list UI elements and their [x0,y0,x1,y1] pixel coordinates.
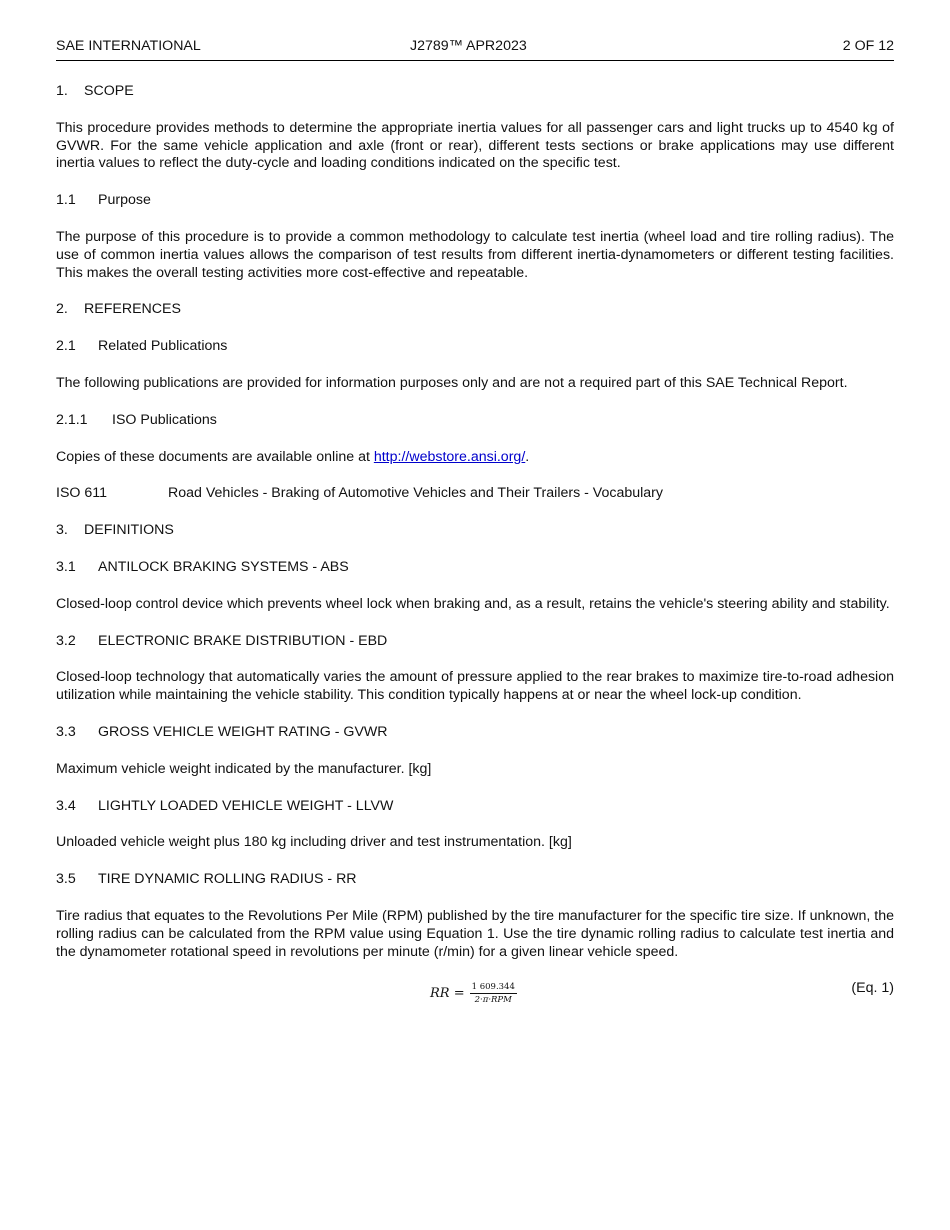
section-text-3-2: Closed-loop technology that automatically varies the amount of pressure applied to the rear brakes to maximize tire-to-road adhesion utilization while maintaining the vehicle stability. This condition typically happens at or near the wheel lock-up condition. [56,669,894,704]
ansi-webstore-link[interactable]: http://webstore.ansi.org/ [373,448,526,465]
header-doc-id: J2789™ APR2023 [410,38,527,54]
section-number: 3.2 [56,632,76,649]
section-text-1-1: The purpose of this procedure is to provide a common methodology to calculate test inertia (wheel load and tire rolling radius). The use of common inertia values allows the comparison of test results from different inertia-dynamometers or different testing facilities. This makes the overall testing activities more cost-effective and repeatable. [56,228,894,281]
section-heading-3-1 [56,559,894,577]
reference-title: Road Vehicles - Braking of Automotive Vehicles and Their Trailers - Vocabulary [168,485,663,502]
section-number: 3.1 [56,558,76,575]
section-title: LIGHTLY LOADED VEHICLE WEIGHT - LLVW [98,797,394,814]
section-heading-3-3 [56,724,894,742]
section-heading-1-1 [56,192,894,210]
section-text-3-5: Tire radius that equates to the Revolutions Per Mile (RPM) published by the tire manufacturer for the specific tire size. If unknown, the rolling radius can be calculated from the RPM value using Equation 1. Use the tire dynamic rolling radius to calculate test inertia and the dynamometer rotational speed in revolutions per minute (r/min) for a given linear vehicle speed. [56,907,894,960]
reference-id: ISO 611 [56,485,107,502]
section-heading-1 [56,83,894,101]
section-text-3-1: Closed-loop control device which prevents wheel lock when braking and, as a result, retains the vehicle's steering ability and stability. [56,595,890,612]
section-number: 2.1.1 [56,411,88,428]
section-number: 3.5 [56,871,76,888]
equation-fraction [470,982,517,1005]
header-org: SAE INTERNATIONAL [56,38,201,54]
equation-numerator: 1 609.344 [471,982,515,993]
section-number: 3. [56,522,68,539]
equation-formula [430,982,517,1005]
section-title: GROSS VEHICLE WEIGHT RATING - GVWR [98,723,388,740]
section-title: REFERENCES [84,301,181,318]
equation-lhs: RR = [430,985,465,1001]
section-heading-3-2 [56,633,894,651]
equation-label: (Eq. 1) [851,980,894,997]
section-number: 1.1 [56,192,76,209]
document-body [56,83,894,1014]
section-title: DEFINITIONS [84,522,174,539]
section-title: ELECTRONIC BRAKE DISTRIBUTION - EBD [98,632,388,649]
section-heading-2 [56,301,894,319]
page-header [56,38,894,61]
section-title: ANTILOCK BRAKING SYSTEMS - ABS [98,558,349,575]
section-number: 2. [56,301,68,318]
section-number: 1. [56,83,68,99]
section-title: ISO Publications [112,411,217,428]
header-page-number: 2 OF 12 [842,38,894,54]
section-title: TIRE DYNAMIC ROLLING RADIUS - RR [98,871,357,888]
text-after-link: . [525,448,530,465]
section-title: Purpose [98,192,151,209]
equation-1 [56,980,894,1014]
section-text-3-3: Maximum vehicle weight indicated by the manufacturer. [kg] [56,760,432,777]
section-number: 3.3 [56,723,76,740]
section-heading-2-1-1 [56,412,894,430]
section-text-2-1: The following publications are provided for information purposes only and are not a required part of this SAE Technical Report. [56,374,848,391]
section-text-3-4: Unloaded vehicle weight plus 180 kg including driver and test instrumentation. [kg] [56,834,572,851]
reference-entry [56,485,894,503]
section-title: Related Publications [98,338,228,355]
section-heading-2-1 [56,338,894,356]
section-heading-3-5 [56,871,894,889]
section-number: 3.4 [56,797,76,814]
equation-denominator: 2·π·RPM [474,995,512,1006]
section-heading-3 [56,522,894,540]
section-text-1: This procedure provides methods to determine the appropriate inertia values for all passenger cars and light trucks up to 4540 kg of GVWR. For the same vehicle application and axle (front or rear), different tests sections or brake applications may use different inertia values to reflect the duty-cycle and loading conditions indicated on the specific test. [56,119,894,172]
section-title: SCOPE [84,83,134,99]
section-number: 2.1 [56,338,76,355]
section-text-2-1-1 [56,449,894,467]
text-before-link: Copies of these documents are available online at [56,448,374,465]
section-heading-3-4 [56,798,894,816]
